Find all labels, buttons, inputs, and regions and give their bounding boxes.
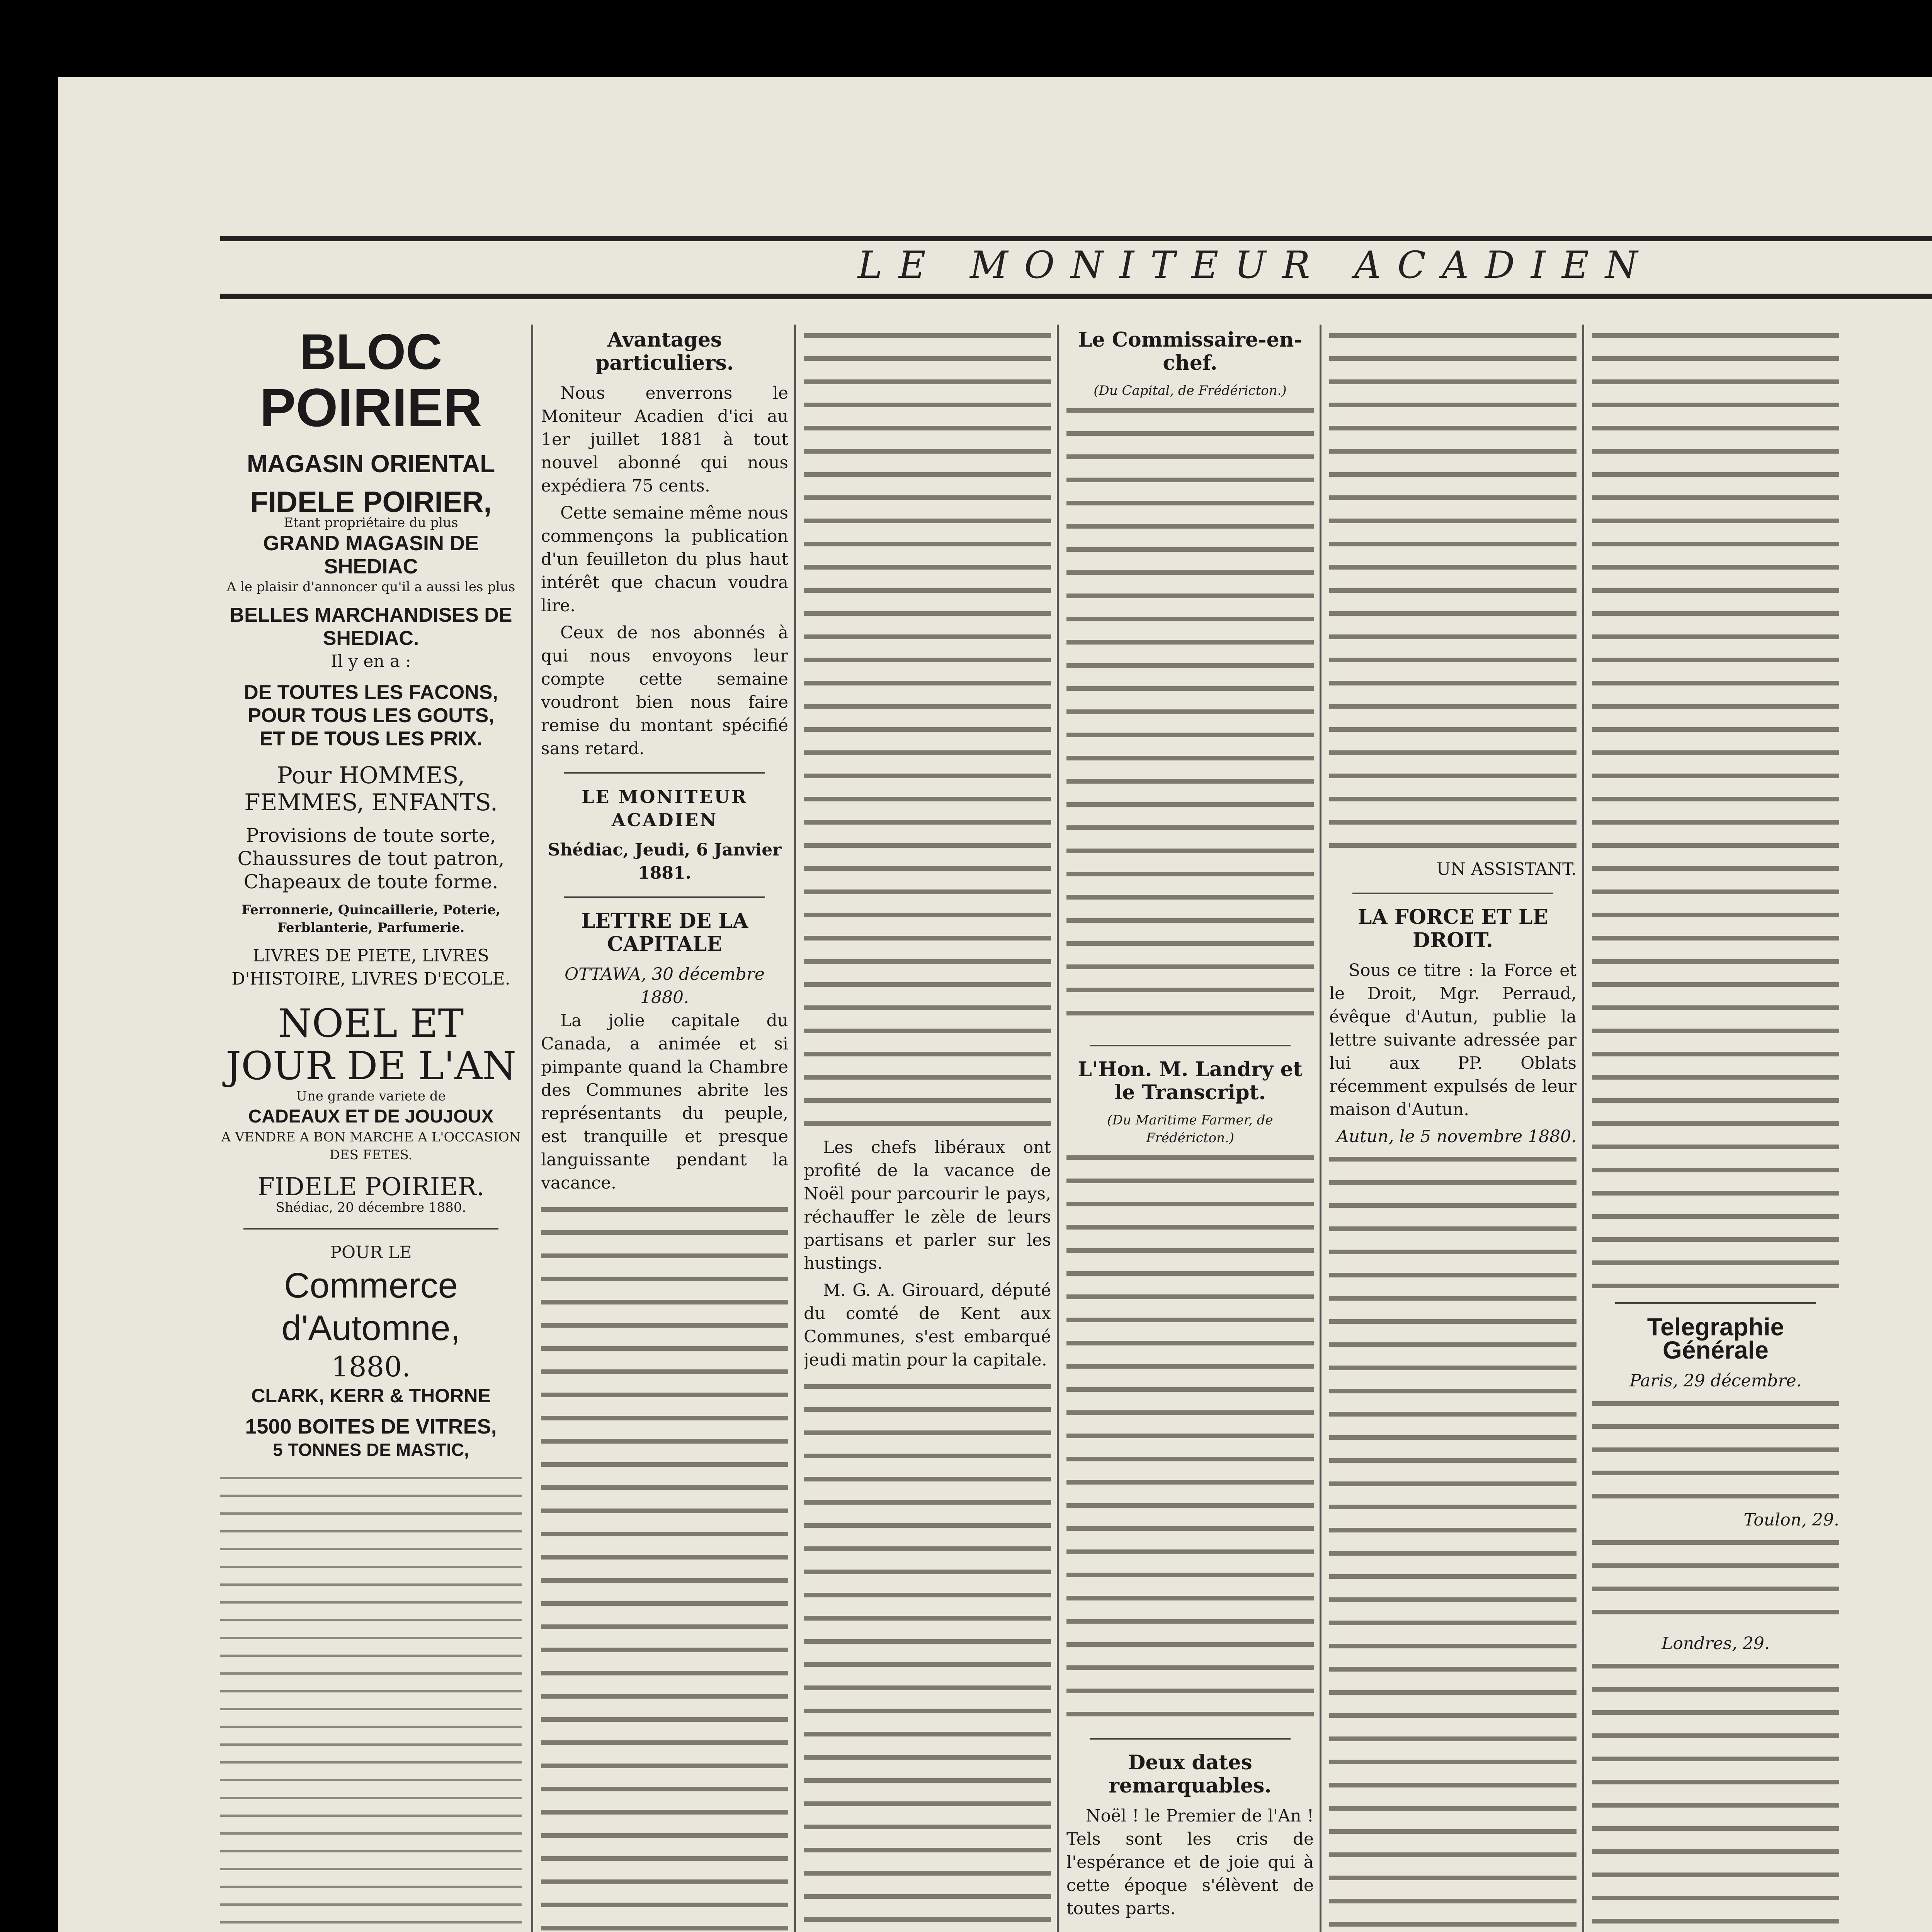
- ad-line-clark-kerr: CLARK, KERR & THORNE: [251, 1385, 491, 1406]
- ad-line-pour-le: POUR LE: [330, 1243, 412, 1262]
- article-heading: L'Hon. M. Landry et le Transcript.: [1078, 1058, 1303, 1104]
- article-paragraph: M. G. A. Girouard, député du comté de Kent aux Communes, s'est embarqué jeudi matin pour la capitale.: [804, 1281, 1051, 1370]
- issue-date: Shédiac, Jeudi, 6 Janvier 1881.: [548, 840, 782, 883]
- article-paragraph: Sous ce titre : la Force et le Droit, Mgr. Perraud, évêque d'Autun, publie la lettre suivante adressée par lui aux PP. Oblats récemment expulsés de leur maison d'Autun.: [1329, 961, 1577, 1119]
- article-heading: LA FORCE ET LE DROIT.: [1357, 905, 1548, 952]
- ad-line-magasin: MAGASIN ORIENTAL: [247, 450, 495, 478]
- section-masthead: LE MONITEUR ACADIEN: [582, 786, 748, 830]
- ad-line-20: A VENDRE A BON MARCHE A L'OCCASION DES FETES.: [221, 1129, 521, 1163]
- column-rule: [1057, 325, 1059, 1932]
- separator: [1352, 893, 1553, 894]
- ad-line-gouts: POUR TOUS LES GOUTS,: [248, 704, 494, 727]
- newspaper-page: [58, 77, 1932, 1932]
- ad-line-poirier: POIRIER: [260, 377, 482, 438]
- article-text-block: [804, 325, 1051, 1136]
- article-paragraph: Nous enverrons le Moniteur Acadien d'ici au 1er juillet 1881 à tout nouvel abonné qui nous expédiera 75 cents.: [541, 383, 788, 496]
- ad-line-prix: ET DE TOUS LES PRIX.: [259, 728, 483, 750]
- article-paragraph: La jolie capitale du Canada, a animée et si pimpante quand la Chambre des Communes abrite les représentants du peuple, est tranquille et presque languissante pendant la vacance.: [541, 1011, 788, 1193]
- article-column-2: [541, 325, 788, 1932]
- ad-goods-list: [220, 1469, 522, 1932]
- advertisement-column: [220, 325, 522, 1932]
- article-paragraph: Noël ! le Premier de l'An ! Tels sont les cris de l'espérance et de joie qui à cette époque s'élèvent de toutes parts.: [1066, 1806, 1314, 1918]
- column-rule: [1582, 325, 1584, 1932]
- article-text-block: [1592, 1393, 1839, 1509]
- dispatch-dateline: Paris, 29 décembre.: [1629, 1371, 1802, 1391]
- article-text-block: [1329, 1148, 1577, 1932]
- ad-line-13: Pour HOMMES, FEMMES, ENFANTS.: [244, 762, 498, 816]
- ad-line-5: Etant propriétaire du plus: [284, 515, 458, 531]
- ad-line-bloc: BLOC: [299, 325, 442, 380]
- ad-line-belles: BELLES MARCHANDISES DE SHEDIAC.: [230, 604, 512, 650]
- article-paragraph: Cette semaine même nous commençons la publication d'un feuilleton du plus haut intérêt que chacun voudra lire.: [541, 503, 788, 616]
- article-signature: UN ASSISTANT.: [1436, 859, 1577, 879]
- article-paragraph: Ceux de nos abonnés à qui nous envoyons leur compte cette semaine voudront bien nous faire remise du montant spécifié sans retard.: [541, 623, 788, 759]
- separator: [1615, 1302, 1816, 1304]
- ad-line-18: Une grande variete de: [296, 1088, 446, 1104]
- ad-line-cadeaux: CADEAUX ET DE JOUJOUX: [248, 1106, 494, 1127]
- ad-line-facons: DE TOUTES LES FACONS,: [244, 681, 498, 704]
- ad-line-noel: NOEL ET JOUR DE L'AN: [225, 1001, 516, 1088]
- ad-line-1880: 1880.: [331, 1350, 411, 1383]
- article-column-4: [1066, 325, 1314, 1932]
- ad-line-vitres: 1500 BOITES DE VITRES,: [245, 1415, 497, 1438]
- telegraph-heading: Telegraphie Générale: [1647, 1313, 1784, 1364]
- separator: [564, 772, 765, 774]
- ad-line-commerce: Commerce d'Automne,: [281, 1266, 461, 1348]
- article-text-block: [1592, 1532, 1839, 1632]
- article-column-3: [804, 325, 1051, 1932]
- article-text-block: [1066, 1924, 1314, 1932]
- dispatch-dateline: Londres, 29.: [1662, 1634, 1770, 1653]
- ad-line-16: LIVRES DE PIETE, LIVRES D'HISTOIRE, LIVRES D'ECOLE.: [231, 946, 510, 989]
- article-heading: Avantages particuliers.: [595, 328, 734, 375]
- ad-line-9: Il y en a :: [331, 651, 411, 671]
- column-rule: [794, 325, 796, 1932]
- article-heading: LETTRE DE LA CAPITALE: [581, 909, 748, 956]
- masthead-bottom-rule: [220, 294, 1932, 299]
- article-text-block: [1066, 1147, 1314, 1726]
- article-dateline: Autun, le 5 novembre 1880.: [1336, 1127, 1577, 1146]
- separator: [1090, 1045, 1291, 1046]
- ad-line-fidele-sig: FIDELE POIRIER.: [257, 1173, 485, 1201]
- article-paragraph: Les chefs libéraux ont profité de la vacance de Noël pour parcourir le pays, réchauffer le zèle de leurs partisans et parler sur les hustings.: [804, 1138, 1051, 1273]
- ad-line-14: Provisions de toute sorte, Chaussures de tout patron, Chapeaux de toute forme.: [237, 824, 505, 893]
- article-column-6: [1592, 325, 1839, 1932]
- ad-line-mastic: 5 TONNES DE MASTIC,: [273, 1440, 469, 1460]
- ad-line-15: Ferronnerie, Quincaillerie, Poterie, Ferblanterie, Parfumerie.: [242, 902, 500, 935]
- column-rule: [1320, 325, 1321, 1932]
- article-heading: Le Commissaire-en-chef.: [1078, 328, 1303, 375]
- ad-line-22: Shédiac, 20 décembre 1880.: [276, 1200, 466, 1215]
- article-text-block: [1592, 1655, 1839, 1932]
- article-text-block: [541, 1199, 788, 1932]
- article-text-block: [1592, 325, 1839, 1291]
- column-rule: [531, 325, 533, 1932]
- separator: [1090, 1738, 1291, 1740]
- dispatch-dateline: Toulon, 29.: [1743, 1510, 1839, 1530]
- ad-separator: [243, 1228, 498, 1230]
- ad-line-grand-magasin: GRAND MAGASIN DE SHEDIAC: [263, 532, 479, 578]
- separator: [564, 896, 765, 898]
- article-source: (Du Capital, de Frédéricton.): [1094, 383, 1287, 398]
- article-dateline: OTTAWA, 30 décembre 1880.: [565, 964, 765, 1007]
- ad-line-fidele: FIDELE POIRIER,: [250, 486, 492, 519]
- article-column-5: [1329, 325, 1577, 1932]
- ad-line-7: A le plaisir d'annoncer qu'il a aussi les plus: [226, 579, 515, 595]
- article-text-block: [1066, 400, 1314, 1033]
- article-source: (Du Maritime Farmer, de Frédéricton.): [1107, 1112, 1273, 1146]
- masthead-title: LE MONITEUR ACADIEN: [857, 243, 1654, 287]
- article-heading: Deux dates remarquables.: [1109, 1751, 1272, 1798]
- masthead-top-rule: [220, 236, 1932, 241]
- article-text-block: [1329, 325, 1577, 858]
- article-text-block: [804, 1376, 1051, 1932]
